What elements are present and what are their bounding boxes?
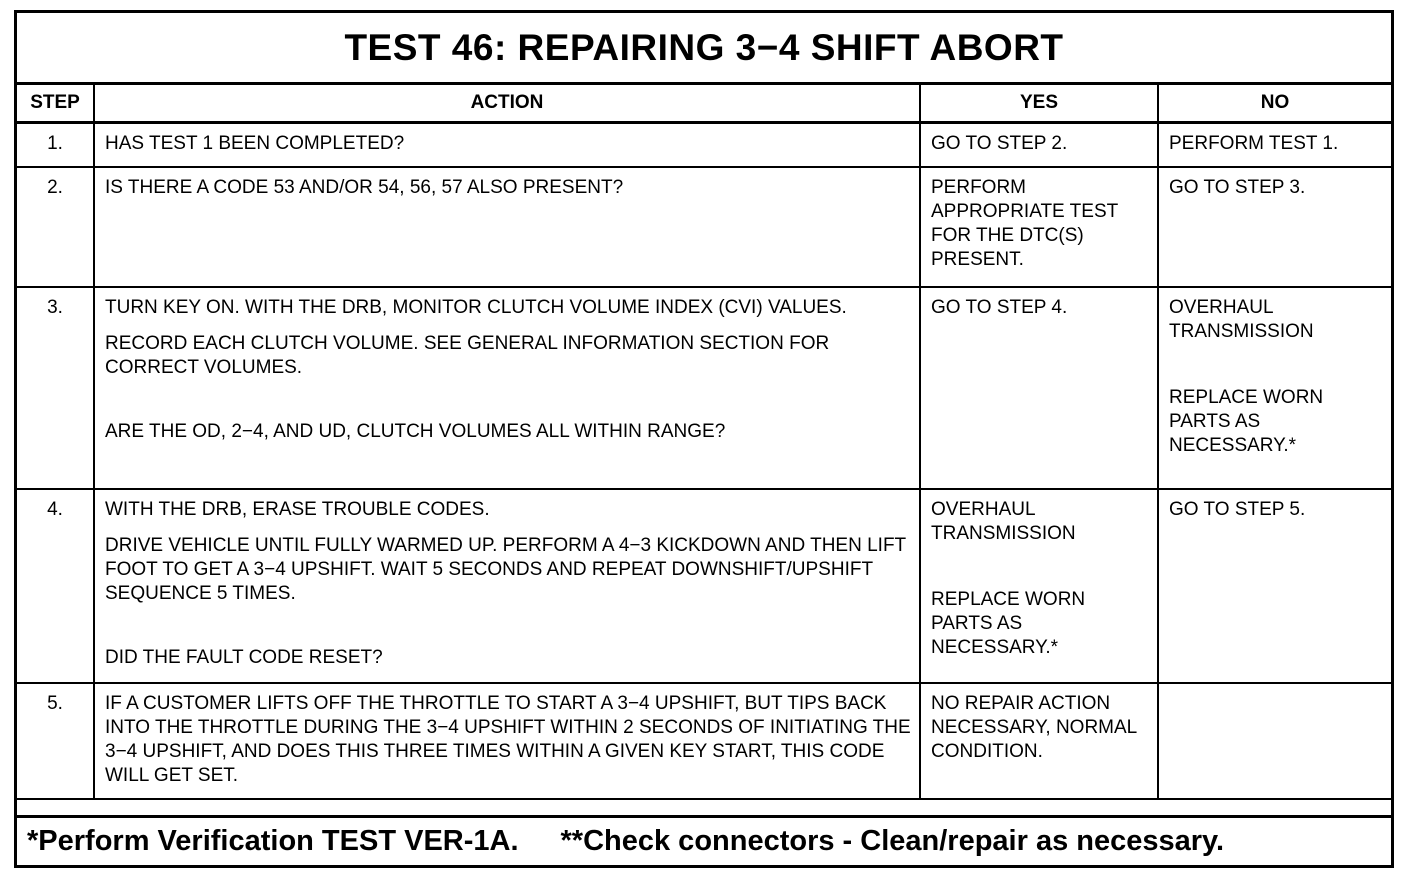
yes-cell (920, 123, 1158, 168)
page-title: TEST 46: REPAIRING 3−4 SHIFT ABORT (17, 13, 1391, 85)
no-text: GO TO STEP 5. (1169, 499, 1306, 520)
step-number: 1. (17, 123, 94, 168)
yes-text: REPLACE WORN PARTS AS NECESSARY.* (931, 589, 1086, 658)
header-yes: YES (920, 85, 1158, 123)
no-cell (1158, 683, 1391, 799)
yes-cell (920, 287, 1158, 489)
yes-cell (920, 489, 1158, 683)
step-number: 5. (17, 683, 94, 799)
action-text: TURN KEY ON. WITH THE DRB, MONITOR CLUTCH VOLUME INDEX (CVI) VALUES. (105, 297, 847, 318)
table-row (17, 123, 1391, 168)
yes-cell (920, 683, 1158, 799)
no-cell (1158, 287, 1391, 489)
footer-notes (17, 815, 1391, 865)
step-number: 4. (17, 489, 94, 683)
table-row (17, 489, 1391, 683)
action-text: HAS TEST 1 BEEN COMPLETED? (105, 133, 405, 154)
no-cell (1158, 167, 1391, 287)
action-text: DID THE FAULT CODE RESET? (105, 647, 383, 668)
yes-text: GO TO STEP 2. (931, 133, 1068, 154)
no-text: GO TO STEP 3. (1169, 177, 1306, 198)
verification-note: *Perform Verification TEST VER-1A. (27, 825, 519, 857)
action-cell (94, 287, 920, 489)
action-cell (94, 123, 920, 168)
yes-text: PERFORM APPROPRIATE TEST FOR THE DTC(S) PRESENT. (931, 177, 1118, 270)
no-text: PERFORM TEST 1. (1169, 133, 1339, 154)
header-no: NO (1158, 85, 1391, 123)
step-number: 3. (17, 287, 94, 489)
procedure-table (17, 85, 1391, 800)
action-cell (94, 683, 920, 799)
table-row (17, 287, 1391, 489)
no-cell (1158, 489, 1391, 683)
action-text: IS THERE A CODE 53 AND/OR 54, 56, 57 ALSO PRESENT? (105, 177, 624, 198)
header-action: ACTION (94, 85, 920, 123)
test-46-chart (14, 10, 1394, 868)
yes-cell (920, 167, 1158, 287)
action-text: WITH THE DRB, ERASE TROUBLE CODES. (105, 499, 490, 520)
no-cell (1158, 123, 1391, 168)
header-row (17, 85, 1391, 123)
action-cell (94, 489, 920, 683)
no-text: REPLACE WORN PARTS AS NECESSARY.* (1169, 387, 1324, 456)
action-text: RECORD EACH CLUTCH VOLUME. SEE GENERAL INFORMATION SECTION FOR CORRECT VOLUMES. (105, 333, 830, 378)
action-text: IF A CUSTOMER LIFTS OFF THE THROTTLE TO START A 3−4 UPSHIFT, BUT TIPS BACK INTO THE THROTTLE DURING THE 3−4 UPSHIFT WITHIN 2 SECONDS OF INITIATING THE 3−4 UPSHIFT, AND DOES THIS THREE TIMES WITHIN A GIVEN KEY START, THIS CODE WILL GET SET. (105, 693, 911, 786)
yes-text: OVERHAUL TRANSMISSION (931, 499, 1076, 544)
table-row (17, 167, 1391, 287)
header-step: STEP (17, 85, 94, 123)
step-number: 2. (17, 167, 94, 287)
yes-text: NO REPAIR ACTION NECESSARY, NORMAL CONDITION. (931, 693, 1137, 762)
action-text: DRIVE VEHICLE UNTIL FULLY WARMED UP. PERFORM A 4−3 KICKDOWN AND THEN LIFT FOOT TO GET A 3−4 UPSHIFT. WAIT 5 SECONDS AND REPEAT DOWNSHIFT/UPSHIFT SEQUENCE 5 TIMES. (105, 535, 906, 604)
no-text: OVERHAUL TRANSMISSION (1169, 297, 1314, 342)
connector-note: **Check connectors - Clean/repair as necessary. (560, 825, 1225, 857)
action-cell (94, 167, 920, 287)
yes-text: GO TO STEP 4. (931, 297, 1068, 318)
table-row (17, 683, 1391, 799)
action-text: ARE THE OD, 2−4, AND UD, CLUTCH VOLUMES ALL WITHIN RANGE? (105, 421, 726, 442)
